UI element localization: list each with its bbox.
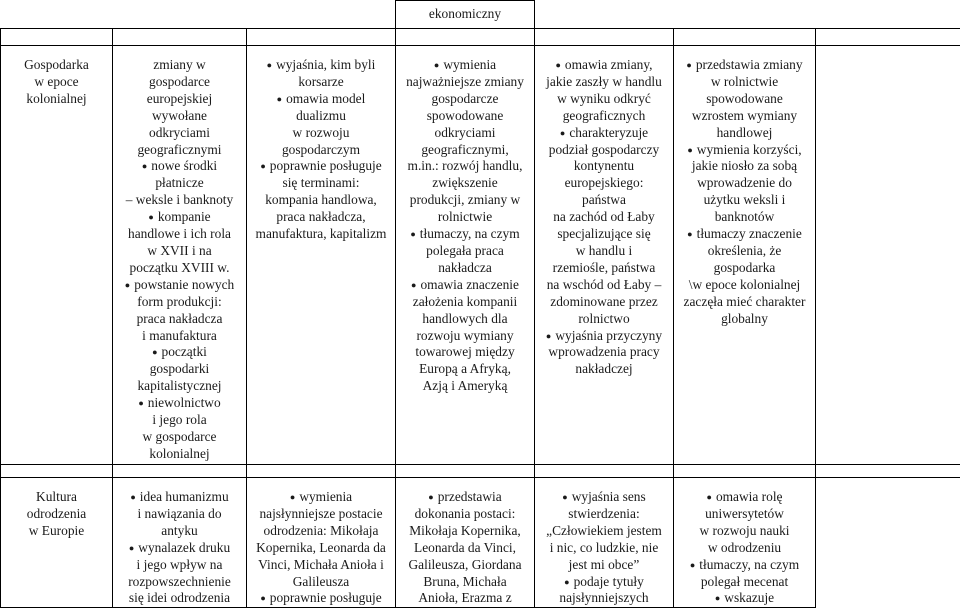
text-line [115,378,244,395]
line-text: globalny [721,311,768,326]
text-line [249,209,393,226]
text-line [676,294,813,311]
text-line [249,74,393,91]
text-line [249,540,393,557]
line-text: rzemiośle, państwa [553,260,656,275]
line-text: gospodarce [149,74,210,89]
text-line [676,277,813,294]
line-text: kompanie [158,209,211,224]
bullet-icon: ● [129,543,134,553]
bullet-item [398,57,532,74]
line-text: specjalizujące się [557,226,650,241]
text-line [115,142,244,159]
text-line [537,91,671,108]
bullet-item [676,226,813,243]
line-text: omawia zmiany, [565,57,653,72]
topic-line: kolonialnej [3,91,110,108]
line-text: się terminami: [283,175,360,190]
text-line [676,175,813,192]
text-line [249,506,393,523]
bullet-item [115,158,244,175]
text-line [398,378,532,395]
text-line [115,412,244,429]
text-line [537,294,671,311]
table-cell [535,46,674,465]
text-line [537,540,671,557]
bullet-icon: ● [260,593,265,603]
line-text: zdominowane przez [550,294,657,309]
line-text: w handlu i [576,243,633,258]
line-text: kompania handlowa, [265,192,377,207]
line-text: Galileusza [293,574,350,589]
header-label: ekonomiczny [396,1,535,29]
text-line [249,226,393,243]
text-line [398,574,532,591]
bullet-item [115,209,244,226]
line-text: na wschód od Łaby – [547,277,662,292]
text-line [398,557,532,574]
text-line [676,311,813,328]
line-text: kapitalistycznej [137,378,221,393]
line-text: gospodarcze [432,91,499,106]
line-text: Galileusza, Giordana [408,557,521,572]
line-text: zaczęła mieć charakter [684,294,806,309]
text-line [676,260,813,277]
text-line [398,540,532,557]
line-text: korsarze [298,74,343,89]
line-text: Mikołaja Kopernika, [409,523,521,538]
line-text: omawia znaczenie [420,277,519,292]
line-text: europejskiej [147,91,212,106]
line-text: przedstawia zmiany [696,57,803,72]
line-text: omawia rolę [716,489,783,504]
line-text: Azją i Ameryką [423,378,508,393]
bullet-item [115,540,244,557]
line-text: wprowadzenia pracy [548,344,659,359]
line-text: i jego wpływ na [137,557,223,572]
line-text: wyjaśnia, kim byli [276,57,375,72]
bullet-item [249,57,393,74]
line-text: w rozwoju [293,125,350,140]
text-line [115,311,244,328]
bullet-item [115,489,244,506]
line-text: wymienia [443,57,496,72]
line-text: płatnicze [155,175,203,190]
topic-line: w epoce [3,74,110,91]
text-line [249,192,393,209]
bullet-item [249,158,393,175]
text-line [676,243,813,260]
line-text: poprawnie posługuje [270,158,382,173]
bullet-icon: ● [546,331,551,341]
line-text: Anioła, Erazma z [418,590,511,605]
text-line [676,574,813,591]
text-line [398,506,532,523]
bullet-item [676,142,813,159]
line-text: geograficznymi [137,142,221,157]
table-cell [113,46,247,465]
line-text: – weksle i banknoty [126,192,233,207]
line-text: i nawiązania do [137,506,221,521]
line-text: jakie zaszły w handlu [546,74,662,89]
text-line [115,74,244,91]
line-text: banknotów [715,209,775,224]
text-line [398,125,532,142]
line-text: handlowej [717,125,773,140]
line-text: rozpowszechnienie [128,574,231,589]
line-text: praca nakładcza [137,311,223,326]
line-text: manufaktura, kapitalizm [256,226,387,241]
text-line [398,243,532,260]
text-line [537,344,671,361]
text-line [398,158,532,175]
text-line [249,557,393,574]
line-text: odkryciami [149,125,210,140]
text-line [537,506,671,523]
line-text: i jego rola [152,412,206,427]
line-text: handlowych dla [422,311,507,326]
spacer-row [1,29,960,46]
bullet-icon: ● [142,161,147,171]
line-text: wymienia korzyści, [697,142,802,157]
line-text: gospodarka [714,260,776,275]
bullet-icon: ● [690,560,695,570]
line-text: podział gospodarczy [549,142,659,157]
topic-line: Kultura [3,489,110,506]
line-text: \w epoce kolonialnej [689,277,801,292]
bullet-icon: ● [267,60,272,70]
text-line [398,209,532,226]
bullet-item [676,557,813,574]
text-line [676,74,813,91]
text-line [676,209,813,226]
text-line [537,158,671,175]
line-text: odkryciami [435,125,496,140]
bullet-icon: ● [686,60,691,70]
line-text: rolnictwo [578,311,629,326]
text-line [398,294,532,311]
text-line [537,557,671,574]
table-cell [113,478,247,608]
line-text: się idei odrodzenia [129,590,230,605]
line-text: początki [162,344,207,359]
text-line [249,175,393,192]
bullet-item [398,277,532,294]
bullet-icon: ● [277,94,282,104]
text-line [115,506,244,523]
text-line [249,574,393,591]
text-line [115,192,244,209]
line-text: Leonarda da Vinci, [414,540,516,555]
topic-line: Gospodarka [3,57,110,74]
bullet-icon: ● [715,593,720,603]
line-text: dokonania postaci: [415,506,516,521]
text-line [537,209,671,226]
table-row-economy [1,46,960,465]
line-text: Kopernika, Leonarda da [256,540,386,555]
text-line [676,540,813,557]
bullet-icon: ● [411,280,416,290]
text-line [115,108,244,125]
text-line [537,74,671,91]
table-cell [396,478,535,608]
bullet-item [676,57,813,74]
line-text: idea humanizmu [140,489,229,504]
text-line [115,91,244,108]
topic-line: odrodzenia [3,506,110,523]
bullet-item [537,489,671,506]
line-text: początku XVIII w. [130,260,230,275]
bullet-item [115,344,244,361]
text-line [537,243,671,260]
text-line [537,523,671,540]
line-text: Europą a Afryką, [419,361,511,376]
text-line [115,57,244,74]
line-text: wynalazek druku [138,540,230,555]
line-text: w gospodarce [143,429,217,444]
line-text: charakteryzuje [569,125,648,140]
line-text: europejskiego: [565,175,644,190]
text-line [115,226,244,243]
text-line [115,523,244,540]
line-text: polegał mecenat [701,574,788,589]
line-text: przedstawia [438,489,502,504]
bullet-item [537,328,671,345]
bullet-icon: ● [707,492,712,502]
line-text: najsłynniejsze postacie [259,506,382,521]
line-text: spowodowane [706,91,783,106]
line-text: zwiększenie [432,175,497,190]
bullet-item [398,489,532,506]
line-text: w XVII i na [147,243,211,258]
text-line [398,260,532,277]
line-text: wywołane [152,108,207,123]
line-text: geograficznych [563,108,646,123]
line-text: wyjaśnia sens [572,489,646,504]
text-line [398,142,532,159]
topic-line: w Europie [3,523,110,540]
text-line [115,446,244,463]
table-cell [247,46,396,465]
text-line [676,506,813,523]
bullet-icon: ● [687,229,692,239]
line-text: gospodarczym [282,142,360,157]
line-text: polegała praca [426,243,504,258]
line-text: wskazuje [724,590,774,605]
text-line [398,175,532,192]
text-line [115,361,244,378]
line-text: m.in.: rozwój handlu, [408,158,523,173]
table-cell [535,478,674,608]
bullet-icon: ● [148,212,153,222]
line-text: odrodzenia: Mikołaja [264,523,379,538]
text-line [537,277,671,294]
bullet-item [537,57,671,74]
text-line [398,74,532,91]
line-text: podaje tytuły [574,574,644,589]
bullet-icon: ● [562,492,567,502]
text-line [676,523,813,540]
text-line [537,260,671,277]
line-text: dualizmu [296,108,346,123]
line-text: wprowadzenie do [697,175,792,190]
text-line [115,429,244,446]
line-text: produkcji, zmiany w [410,192,520,207]
text-line [398,523,532,540]
table-cell [396,46,535,465]
text-line [537,226,671,243]
line-text: Vinci, Michała Anioła i [258,557,384,572]
line-text: najważniejsze zmiany [406,74,524,89]
line-text: najsłynniejszych [559,590,648,605]
line-text: jakie niosło za sobą [692,158,797,173]
line-text: w wyniku odkryć [557,91,651,106]
bullet-icon: ● [138,398,143,408]
text-line [537,311,671,328]
text-line [676,158,813,175]
line-text: zmiany w [153,57,205,72]
bullet-item [537,574,671,591]
text-line [249,142,393,159]
line-text: towarowej między [415,344,514,359]
bullet-icon: ● [428,492,433,502]
bullet-icon: ● [125,280,130,290]
line-text: wymienia [299,489,352,504]
text-line [115,125,244,142]
line-text: nakładczej [575,361,632,376]
line-text: użytku weksli i [704,192,786,207]
bullet-item [115,277,244,294]
line-text: praca nakładcza, [276,209,365,224]
text-line [398,108,532,125]
line-text: kolonialnej [149,446,209,461]
line-text: określenia, że [708,243,782,258]
text-line [115,574,244,591]
line-text: i manufaktura [142,328,217,343]
line-text: Bruna, Michała [423,574,506,589]
text-line [537,108,671,125]
bullet-icon: ● [434,60,439,70]
line-text: tłumaczy znaczenie [697,226,802,241]
text-line [676,91,813,108]
bullet-item [115,395,244,412]
text-line [249,125,393,142]
text-line [115,328,244,345]
text-line [249,523,393,540]
line-text: w rolnictwie [711,74,778,89]
bullet-item [249,91,393,108]
bullet-item [249,489,393,506]
line-text: w odrodzeniu [708,540,781,555]
line-text: założenia kompanii [413,294,517,309]
line-text: państwa [582,192,626,207]
line-text: handlowe i ich rola [128,226,231,241]
line-text: niewolnictwo [148,395,221,410]
spacer-row [1,465,960,478]
text-line [398,328,532,345]
bullet-icon: ● [410,229,415,239]
text-line [676,125,813,142]
bullet-icon: ● [555,60,560,70]
line-text: na zachód od Łaby [553,209,655,224]
line-text: tłumaczy, na czym [420,226,520,241]
bullet-icon: ● [152,347,157,357]
text-line [398,192,532,209]
bullet-icon: ● [560,128,565,138]
header-row [1,1,960,29]
bullet-icon: ● [290,492,295,502]
text-line [398,311,532,328]
line-text: rolnictwie [438,209,492,224]
bullet-icon: ● [564,577,569,587]
line-text: „Człowiekiem jestem [546,523,662,538]
bullet-item [398,226,532,243]
table-cell [674,478,816,608]
text-line [537,361,671,378]
line-text: kontynentu [574,158,634,173]
text-line [249,108,393,125]
bullet-item [676,489,813,506]
text-line [537,192,671,209]
line-text: i nic, co ludzkie, nie [550,540,659,555]
bullet-item [537,125,671,142]
table-cell [247,478,396,608]
text-line [676,192,813,209]
text-line [398,344,532,361]
line-text: powstanie nowych [134,277,234,292]
line-text: wyjaśnia przyczyny [555,328,662,343]
text-line [115,260,244,277]
text-line [115,294,244,311]
table-row-culture [1,478,960,608]
bullet-icon: ● [130,492,135,502]
line-text: gospodarki [150,361,210,376]
text-line [537,142,671,159]
line-text: omawia model [286,91,365,106]
line-text: uniwersytetów [705,506,784,521]
line-text: w rozwoju nauki [700,523,790,538]
topic-cell [1,46,113,465]
line-text: antyku [161,523,197,538]
line-text: jest mi obce” [569,557,640,572]
line-text: form produkcji: [137,294,221,309]
line-text: stwierdzenia: [568,506,639,521]
line-text: rozwoju wymiany [416,328,513,343]
line-text: poprawnie posługuje [270,590,382,605]
line-text: tłumaczy, na czym [699,557,799,572]
line-text: spowodowane [427,108,504,123]
bullet-icon: ● [687,145,692,155]
line-text: wzrostem wymiany [692,108,797,123]
line-text: nowe środki [151,158,217,173]
bullet-icon: ● [260,161,265,171]
line-text: nakładcza [438,260,492,275]
text-line [676,108,813,125]
text-line [115,243,244,260]
table-cell [674,46,816,465]
text-line [115,175,244,192]
text-line [398,91,532,108]
text-line [115,557,244,574]
line-text: geograficznymi, [421,142,508,157]
text-line [398,361,532,378]
topic-cell [1,478,113,608]
text-line [537,175,671,192]
